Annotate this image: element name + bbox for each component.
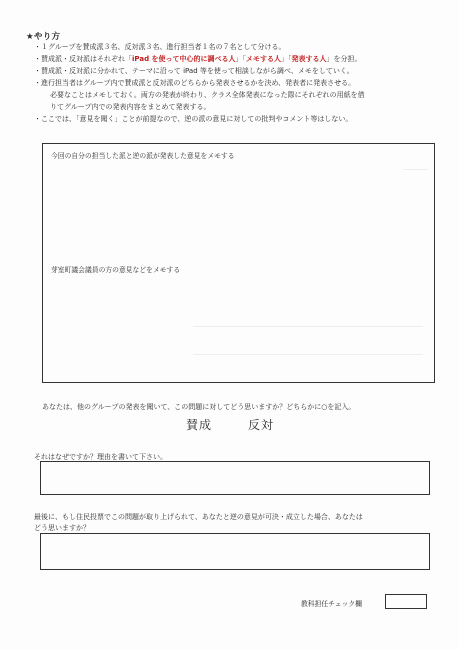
instruction-item-3: ・賛成派・反対派に分かれて、テーマに沿って iPad 等を使って相談しながら調べ、メモをしていく。 xyxy=(34,67,354,75)
agree-option[interactable]: 賛成 xyxy=(186,418,213,432)
role-presenter: 発表する人 xyxy=(291,55,327,63)
instruction-item-2-sep2: 」「 xyxy=(281,55,292,63)
teacher-check-label: 教科担任チェック欄 xyxy=(301,600,362,608)
instruction-item-2-pre: ・賛成派・反対派はそれぞれ「 xyxy=(34,55,132,63)
reason-question: それはなぜですか？理由を書いて下さい。 xyxy=(34,453,167,461)
final-question-line1: 最後に、もし住民投票でこの問題が取り上げられて、あなたと逆の意見が可決・成立した場合、あなたは xyxy=(34,513,363,521)
role-memo: メモする人 xyxy=(246,55,282,63)
instruction-item-2-post: 」を分担。 xyxy=(326,55,362,63)
teacher-check-box[interactable] xyxy=(385,594,427,609)
disagree-option[interactable]: 反対 xyxy=(248,418,275,432)
instruction-item-4-line3: りてグループ内での発表内容をまとめて発表する。 xyxy=(50,103,211,111)
memo-label-council-member: 芽室町議会議員の方の意見などをメモする xyxy=(51,266,181,274)
memo-box[interactable] xyxy=(42,143,435,383)
instruction-item-1: ・１グループを賛成派３名、反対派３名、進行担当者１名の７名として分ける。 xyxy=(34,43,286,51)
memo-label-opposing-side: 今回の自分の担当した派と逆の派が発表した意見をメモする xyxy=(51,152,235,160)
reason-answer-box[interactable] xyxy=(40,461,430,495)
opinion-question: あなたは、他のグループの発表を聞いて、この問題に対してどう思いますか？どちらかに○を記入。 xyxy=(42,403,356,411)
scan-artifact xyxy=(193,326,423,327)
instruction-item-4-line2: 必要なことはメモしておく。両方の発表が終わり、クラス全体発表になった際にそれぞれの用紙を借 xyxy=(50,91,365,99)
final-answer-box[interactable] xyxy=(40,533,430,570)
instruction-item-4-line1: ・進行担当者はグループ内で賛成派と反対派のどちらから発表させるかを決め、発表者に発表させる。 xyxy=(34,79,356,87)
role-research: iPad を使って中心的に調べる人 xyxy=(132,55,236,63)
instructions-heading: ★やり方 xyxy=(26,32,61,42)
final-question-line2: どう思いますか？ xyxy=(34,524,90,532)
scan-artifact xyxy=(193,354,423,355)
scan-artifact xyxy=(403,169,428,170)
instruction-item-5: ・ここでは、「意見を聞く」ことが前提なので、逆の派の意見に対しての批判やコメント等はしない。 xyxy=(34,115,353,123)
instruction-item-2 xyxy=(34,53,362,65)
instruction-item-2-sep1: 」「 xyxy=(235,55,247,63)
